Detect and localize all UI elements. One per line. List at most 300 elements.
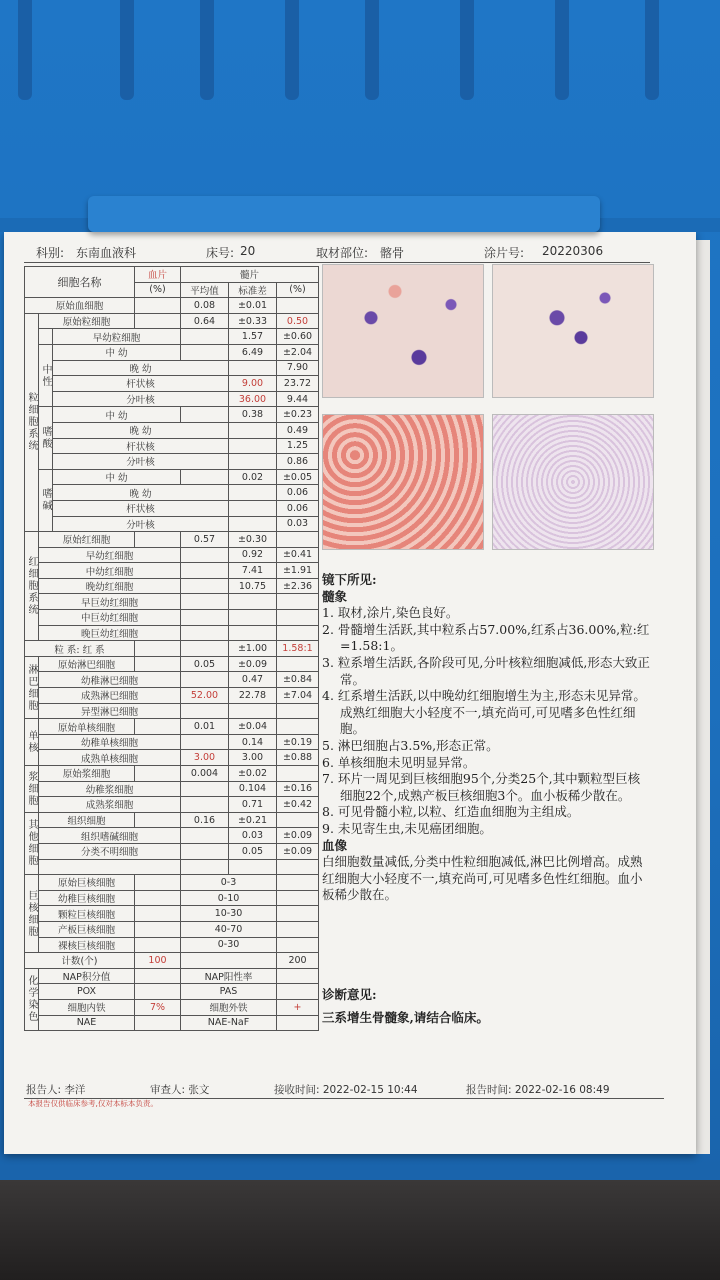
marrow-mean: 0.71 (229, 797, 277, 813)
chem-test: NAP积分值 (39, 968, 135, 984)
finding-item: 3. 粒系增生活跃,各阶段可见,分叶核粒细胞减低,形态大致正常。 (322, 654, 650, 687)
chem-test: 细胞外铁 (181, 999, 277, 1015)
cell-name: 原始浆细胞 (39, 766, 135, 782)
marrow-mean: 0.57 (181, 532, 229, 548)
blood-pct (229, 454, 277, 470)
cell-name: 早幼红细胞 (39, 547, 181, 563)
group-granulocyte: 粒细胞系统 (25, 313, 39, 531)
table-row (25, 329, 319, 345)
marrow-range: 0-10 (181, 890, 277, 906)
table-row (25, 875, 319, 891)
diagnosis-text: 三系增生骨髓象,请结合临床。 (322, 1010, 489, 1025)
blood-pct (135, 313, 181, 329)
received-time: 接收时间: 2022-02-15 10:44 (274, 1084, 418, 1096)
blood-pct (229, 422, 277, 438)
cell-name: 幼稚单核细胞 (39, 734, 181, 750)
marrow-sd (277, 594, 319, 610)
table-row (25, 672, 319, 688)
blood-pct (181, 563, 229, 579)
marrow-sd: ±0.60 (277, 329, 319, 345)
micrograph-1 (322, 264, 484, 398)
marrow-pct (277, 766, 319, 782)
diagnosis-title: 诊断意见: (322, 987, 377, 1002)
cell-name: 分叶核 (53, 454, 229, 470)
group-lymph: 淋巴细胞 (25, 656, 39, 718)
table-row (25, 812, 319, 828)
marrow-sd: ±0.19 (277, 734, 319, 750)
marrow-mean: 0.104 (229, 781, 277, 797)
cell-name: 晚幼红细胞 (39, 578, 181, 594)
table-row (25, 532, 319, 548)
count-empty (181, 953, 277, 969)
marrow-range: 40-70 (181, 921, 277, 937)
marrow-mean: 0.64 (181, 313, 229, 329)
blood-pct: 52.00 (181, 688, 229, 704)
marrow-sd: ±1.00 (229, 641, 277, 657)
blood-text: 白细胞数量减低,分类中性粒细胞减低,淋巴比例增高。成熟红细胞大小轻度不一,填充尚可,可见嗜多色性红细胞。血小板稀少散在。 (322, 854, 643, 903)
marrow-mean: 7.90 (277, 360, 319, 376)
cell-name: 早巨幼红细胞 (39, 594, 181, 610)
marrow-sd: ±7.04 (277, 688, 319, 704)
chem-test: 细胞内铁 (39, 999, 135, 1015)
blood-pct (181, 547, 229, 563)
blood-pct (181, 625, 229, 641)
marrow-sd (277, 625, 319, 641)
table-row (25, 953, 319, 969)
marrow-sd: ±0.23 (277, 407, 319, 423)
cell-name: 裸核巨核细胞 (39, 937, 135, 953)
blood-pct (181, 672, 229, 688)
cell-name: 早幼粒细胞 (53, 329, 181, 345)
table-row (25, 906, 319, 922)
disclaimer-note: 本报告仅供临床参考,仅对本标本负责。 (28, 1099, 158, 1108)
finding-item: 7. 环片一周见到巨核细胞95个,分类25个,其中颗粒型巨核细胞22个,成熟产板巨核细胞3个。血小板稀少散在。 (322, 771, 641, 803)
marrow-mean: 23.72 (277, 376, 319, 392)
finding-item: 9. 未见寄生虫,未见癌团细胞。 (322, 820, 492, 836)
col-marrow: 髓片 (181, 267, 319, 283)
cell-count-table (24, 266, 319, 1031)
marrow-mean: 0.06 (277, 485, 319, 501)
blood-pct (181, 797, 229, 813)
cell-name: 晚 幼 (53, 422, 229, 438)
blood-pct: 9.00 (229, 376, 277, 392)
marrow-mean: 0.02 (229, 469, 277, 485)
folder-slot (285, 0, 299, 100)
table-row (25, 688, 319, 704)
blood-pct (135, 766, 181, 782)
marrow-mean: 0.49 (277, 422, 319, 438)
header-rule (24, 262, 650, 263)
floor (0, 1180, 720, 1280)
blood-pct (229, 500, 277, 516)
marrow-mean (229, 625, 277, 641)
table-row (25, 968, 319, 984)
finding-item: 1. 取材,涂片,染色良好。 (322, 605, 459, 621)
finding-item: 6. 单核细胞未见明显异常。 (322, 754, 476, 770)
cell-name: 幼稚浆细胞 (39, 781, 181, 797)
cell-name: 中 幼 (53, 344, 181, 360)
micrograph-2 (492, 264, 654, 398)
marrow-mean: 3.00 (229, 750, 277, 766)
blood-pct (181, 407, 229, 423)
blood-pct (181, 578, 229, 594)
table-row (25, 563, 319, 579)
table-row (25, 1015, 319, 1031)
group-baso: 嗜碱 (39, 469, 53, 531)
chem-value: + (277, 999, 319, 1015)
marrow-pct (277, 719, 319, 735)
cell-name: 分类不明细胞 (39, 843, 181, 859)
marrow-mean: 0.92 (229, 547, 277, 563)
blood-pct (229, 438, 277, 454)
dept-value: 东南血液科 (76, 246, 137, 260)
col-cell-name: 细胞名称 (25, 267, 135, 298)
microscopic-findings (322, 572, 652, 904)
blood-pct (135, 812, 181, 828)
marrow-pct (277, 937, 319, 953)
cell-name: 杆状核 (53, 438, 229, 454)
marrow-sd: ±0.02 (229, 766, 277, 782)
cell-name: 原始淋巴细胞 (39, 656, 135, 672)
micrograph-3 (322, 414, 484, 550)
marrow-mean (229, 703, 277, 719)
cell-name: 原始巨核细胞 (39, 875, 135, 891)
reporter: 报告人: 李洋 (26, 1084, 86, 1096)
table-row (25, 313, 319, 329)
marrow-mean: 0.16 (181, 812, 229, 828)
marrow-mean: 7.41 (229, 563, 277, 579)
marrow-mean: 10.75 (229, 578, 277, 594)
marrow-pct (277, 812, 319, 828)
marrow-sd (277, 610, 319, 626)
cell-name: 中幼红细胞 (39, 563, 181, 579)
blood-pct (135, 298, 181, 314)
table-row (25, 781, 319, 797)
marrow-sd: ±1.91 (277, 563, 319, 579)
folder-slot (365, 0, 379, 100)
cell-name: 原始粒细胞 (39, 313, 135, 329)
cell-name: 中 幼 (53, 407, 181, 423)
folder-slot (200, 0, 214, 100)
table-row (25, 407, 319, 423)
blood-pct (181, 843, 229, 859)
blood-pct: 3.00 (181, 750, 229, 766)
cell-name: 原始血细胞 (25, 298, 135, 314)
marrow-range: 0-3 (181, 875, 277, 891)
marrow-pct (277, 890, 319, 906)
marrow-mean (229, 859, 277, 875)
blood-pct (135, 875, 181, 891)
marrow-mean: 0.47 (229, 672, 277, 688)
marrow-mean: 9.44 (277, 391, 319, 407)
cell-name: 成熟单核细胞 (39, 750, 181, 766)
table-row (25, 469, 319, 485)
blood-pct (135, 641, 181, 657)
marrow-mean: 0.14 (229, 734, 277, 750)
marrow-sd: ±0.09 (277, 843, 319, 859)
table-row (25, 766, 319, 782)
micrograph-4 (492, 414, 654, 550)
group-neutro: 中性 (39, 344, 53, 406)
blood-pct (181, 344, 229, 360)
chem-value (135, 984, 181, 1000)
table-row (25, 500, 319, 516)
findings-title: 镜下所见: (322, 572, 377, 587)
chem-value (277, 984, 319, 1000)
table-row (25, 984, 319, 1000)
marrow-sd: ±0.30 (229, 532, 277, 548)
finding-item: 2. 骨髓增生活跃,其中粒系占57.00%,红系占36.00%,粒:红=1.58:1。 (322, 621, 650, 654)
blood-pct (181, 859, 229, 875)
blood-pct (181, 469, 229, 485)
dept-label: 科别: (36, 246, 65, 260)
table-row (25, 890, 319, 906)
folder-slot (460, 0, 474, 100)
blood-pct (229, 485, 277, 501)
blood-pct (181, 734, 229, 750)
marrow-mean: 0.08 (181, 298, 229, 314)
finding-item: 8. 可见骨髓小粒,以粒、红造血细胞为主组成。 (322, 804, 580, 820)
smear-value: 20220306 (542, 244, 604, 258)
group-other: 其他细胞 (25, 812, 39, 874)
chem-test: NAP阳性率 (181, 968, 277, 984)
marrow-pct (277, 656, 319, 672)
marrow-mean: 0.01 (181, 719, 229, 735)
table-row (25, 843, 319, 859)
blood-pct: 36.00 (229, 391, 277, 407)
cell-name: 组织嗜碱细胞 (39, 828, 181, 844)
marrow-mean (229, 610, 277, 626)
group-mega: 巨核细胞 (25, 875, 39, 953)
marrow-sd: ±0.33 (229, 313, 277, 329)
blood-pct (135, 921, 181, 937)
marrow-sd (277, 703, 319, 719)
marrow-sd: ±0.42 (277, 797, 319, 813)
table-row (25, 438, 319, 454)
marrow-sd: ±2.04 (277, 344, 319, 360)
site-value: 髂骨 (380, 246, 405, 260)
table-row (25, 937, 319, 953)
cell-name: 分叶核 (53, 391, 229, 407)
marrow-title: 髓象 (322, 588, 348, 604)
table-row (25, 547, 319, 563)
table-row (25, 422, 319, 438)
col-blood-unit: (%) (135, 282, 181, 298)
group-mono: 单核 (25, 719, 39, 766)
blood-pct (181, 828, 229, 844)
table-row (25, 641, 319, 657)
table-row (25, 344, 319, 360)
report-footer (24, 1080, 664, 1099)
group-erythroid: 红细胞系统 (25, 532, 39, 641)
blood-pct (135, 937, 181, 953)
chem-test: NAE-NaF (181, 1015, 277, 1031)
table-row (25, 921, 319, 937)
table-row (25, 750, 319, 766)
blood-pct (135, 890, 181, 906)
marrow-pct (277, 921, 319, 937)
marrow-sd (277, 859, 319, 875)
cell-name: 中 幼 (53, 469, 181, 485)
marrow-pct: 0.50 (277, 313, 319, 329)
marrow-range: 0-30 (181, 937, 277, 953)
folder-slot (18, 0, 32, 100)
marrow-pct (277, 875, 319, 891)
table-row (25, 485, 319, 501)
table-row (25, 734, 319, 750)
table-row (25, 656, 319, 672)
group-chem: 化学染色 (25, 968, 39, 1030)
table-row (25, 719, 319, 735)
blood-pct (229, 360, 277, 376)
marrow-mean: 0.86 (277, 454, 319, 470)
marrow-sd: ±0.05 (277, 469, 319, 485)
blood-pct (181, 781, 229, 797)
cell-name: 组织细胞 (39, 812, 135, 828)
chem-value (135, 1015, 181, 1031)
site-label: 取材部位: (316, 246, 369, 260)
marrow-mean: 0.38 (229, 407, 277, 423)
marrow-sd: ±0.09 (277, 828, 319, 844)
cell-name: 异型淋巴细胞 (39, 703, 181, 719)
finding-item: 5. 淋巴细胞占3.5%,形态正常。 (322, 737, 499, 753)
col-sd: 标准差 (229, 282, 277, 298)
cell-name: 幼稚巨核细胞 (39, 890, 135, 906)
spacer (39, 329, 53, 345)
table-row (25, 578, 319, 594)
blood-pct (135, 719, 181, 735)
cell-name: 晚 幼 (53, 360, 229, 376)
cell-name: 晚巨幼红细胞 (39, 625, 181, 641)
chem-test: POX (39, 984, 135, 1000)
blood-pct (135, 656, 181, 672)
reviewer: 审查人: 张文 (150, 1084, 210, 1096)
marrow-sd: ±0.04 (229, 719, 277, 735)
report-header (30, 244, 670, 262)
group-plasma: 浆细胞 (25, 766, 39, 813)
marrow-sd: ±0.16 (277, 781, 319, 797)
marrow-sd: ±0.21 (229, 812, 277, 828)
marrow-sd: ±0.01 (229, 298, 277, 314)
cell-name: 杆状核 (53, 376, 229, 392)
cell-name: 原始红细胞 (39, 532, 135, 548)
folder-slot (555, 0, 569, 100)
marrow-mean (181, 641, 229, 657)
marrow-sd: ±0.88 (277, 750, 319, 766)
cell-name: 中巨幼红细胞 (39, 610, 181, 626)
folder-slot (120, 0, 134, 100)
cell-name: 粒 系: 红 系 (25, 641, 135, 657)
bed-value: 20 (240, 244, 256, 258)
cell-name (39, 859, 181, 875)
table-row (25, 391, 319, 407)
col-blood: 血片 (135, 267, 181, 283)
chem-value: 7% (135, 999, 181, 1015)
marrow-sd: ±0.41 (277, 547, 319, 563)
count-blood: 100 (135, 953, 181, 969)
count-label: 计数(个) (25, 953, 135, 969)
marrow-mean: 0.03 (229, 828, 277, 844)
blood-pct (135, 906, 181, 922)
blood-pct (229, 516, 277, 532)
cell-name: 杆状核 (53, 500, 229, 516)
table-row (25, 360, 319, 376)
marrow-pct (277, 298, 319, 314)
chem-value (277, 968, 319, 984)
blood-pct (181, 610, 229, 626)
table-row (25, 625, 319, 641)
marrow-mean: 0.06 (277, 500, 319, 516)
table-row (25, 376, 319, 392)
chem-test: PAS (181, 984, 277, 1000)
table-row (25, 859, 319, 875)
table-row (25, 267, 319, 283)
group-eos: 嗜酸 (39, 407, 53, 469)
table-row (25, 516, 319, 532)
marrow-mean (229, 594, 277, 610)
marrow-mean: 22.78 (229, 688, 277, 704)
cell-name: 成熟浆细胞 (39, 797, 181, 813)
count-marrow: 200 (277, 953, 319, 969)
table-row (25, 298, 319, 314)
marrow-pct (277, 532, 319, 548)
marrow-pct (277, 906, 319, 922)
marrow-mean: 1.57 (229, 329, 277, 345)
chem-test: NAE (39, 1015, 135, 1031)
marrow-range: 10-30 (181, 906, 277, 922)
blood-pct (181, 703, 229, 719)
marrow-mean: 0.03 (277, 516, 319, 532)
table-row (25, 610, 319, 626)
cell-name: 晚 幼 (53, 485, 229, 501)
chem-value (277, 1015, 319, 1031)
col-mean: 平均值 (181, 282, 229, 298)
marrow-mean: 0.004 (181, 766, 229, 782)
marrow-pct: 1.58:1 (277, 641, 319, 657)
table-row (25, 999, 319, 1015)
table-row (25, 797, 319, 813)
folder-slot (645, 0, 659, 100)
marrow-mean: 1.25 (277, 438, 319, 454)
table-row (25, 454, 319, 470)
report-time: 报告时间: 2022-02-16 08:49 (466, 1084, 610, 1096)
marrow-sd: ±0.84 (277, 672, 319, 688)
cell-name: 幼稚淋巴细胞 (39, 672, 181, 688)
col-pct: (%) (277, 282, 319, 298)
table-row (25, 828, 319, 844)
blood-pct (135, 532, 181, 548)
marrow-sd: ±0.09 (229, 656, 277, 672)
table-row (25, 594, 319, 610)
blood-title: 血像 (322, 837, 348, 853)
cell-name: 成熟淋巴细胞 (39, 688, 181, 704)
cell-name: 产板巨核细胞 (39, 921, 135, 937)
marrow-mean: 0.05 (181, 656, 229, 672)
cell-name: 颗粒巨核细胞 (39, 906, 135, 922)
chem-value (135, 968, 181, 984)
folder-clip (88, 196, 600, 232)
marrow-mean: 6.49 (229, 344, 277, 360)
cell-name: 原始单核细胞 (39, 719, 135, 735)
marrow-mean: 0.05 (229, 843, 277, 859)
blood-pct (181, 329, 229, 345)
bed-label: 床号: (206, 246, 235, 260)
table-row (25, 703, 319, 719)
blood-pct (181, 594, 229, 610)
finding-item: 4. 红系增生活跃,以中晚幼红细胞增生为主,形态未见异常。成熟红细胞大小轻度不一,填充尚可,可见嗜多色性红细胞。 (322, 688, 646, 737)
cell-name: 分叶核 (53, 516, 229, 532)
smear-label: 涂片号: (484, 246, 525, 260)
